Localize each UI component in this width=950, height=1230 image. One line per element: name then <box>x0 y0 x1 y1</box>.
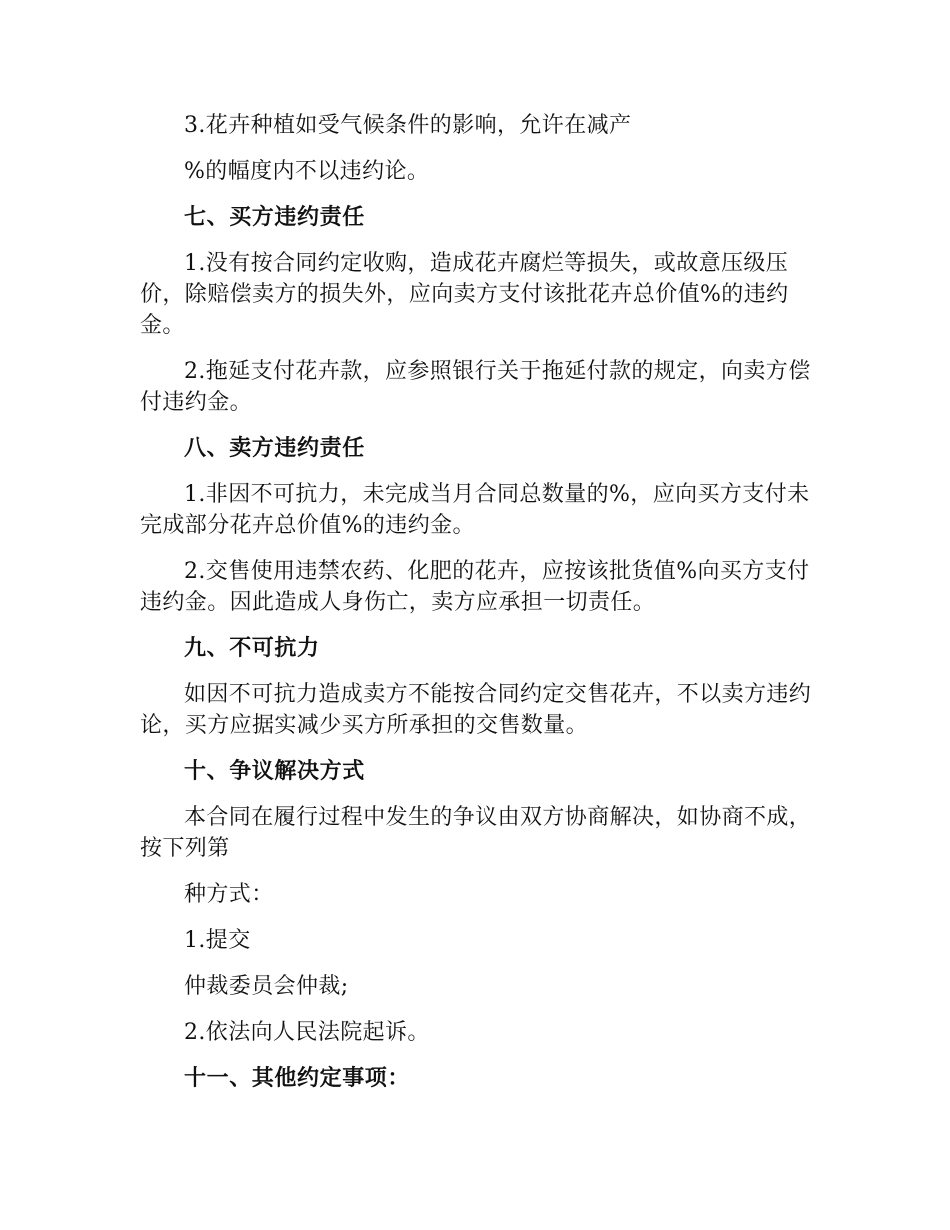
document-page <box>140 110 812 1109</box>
paragraph-climate-clause-cont: %的幅度内不以违约论。 <box>184 159 430 184</box>
paragraph-seller-breach-1: 1.非因不可抗力，未完成当月合同总数量的%，应向买方支付未完成部分花卉总价值%的违约金。 <box>140 482 810 538</box>
paragraph-climate-clause: 3.花卉种植如受气候条件的影响，允许在减产 <box>184 113 632 138</box>
paragraph-dispute-5: 2.依法向人民法院起诉。 <box>184 1020 430 1045</box>
paragraph-force-majeure: 如因不可抗力造成卖方不能按合同约定交售花卉，不以卖方违约论，买方应据实减少买方所承担的交售数量。 <box>140 682 812 738</box>
section-heading-force-majeure: 九、不可抗力 <box>184 636 320 661</box>
paragraph-buyer-breach-2: 2.拖延支付花卉款，应参照银行关于拖延付款的规定，向卖方偿付违约金。 <box>140 359 811 415</box>
paragraph-buyer-breach-1: 1.没有按合同约定收购，造成花卉腐烂等损失，或故意压级压价，除赔偿卖方的损失外，应向卖方支付该批花卉总价值%的违约金。 <box>140 251 789 338</box>
section-heading-dispute-resolution: 十、争议解决方式 <box>184 759 365 784</box>
section-heading-buyer-breach: 七、买方违约责任 <box>184 205 365 230</box>
paragraph-dispute-4: 仲裁委员会仲裁; <box>184 974 349 999</box>
section-heading-other-matters: 十一、其他约定事项： <box>184 1066 411 1091</box>
section-heading-seller-breach: 八、卖方违约责任 <box>184 436 365 461</box>
paragraph-seller-breach-2: 2.交售使用违禁农药、化肥的花卉，应按该批货值%向买方支付违约金。因此造成人身伤亡，卖方应承担一切责任。 <box>140 559 810 615</box>
paragraph-dispute-3: 1.提交 <box>184 928 251 953</box>
paragraph-dispute-1: 本合同在履行过程中发生的争议由双方协商解决，如协商不成，按下列第 <box>140 805 812 861</box>
paragraph-dispute-2: 种方式： <box>184 882 274 907</box>
